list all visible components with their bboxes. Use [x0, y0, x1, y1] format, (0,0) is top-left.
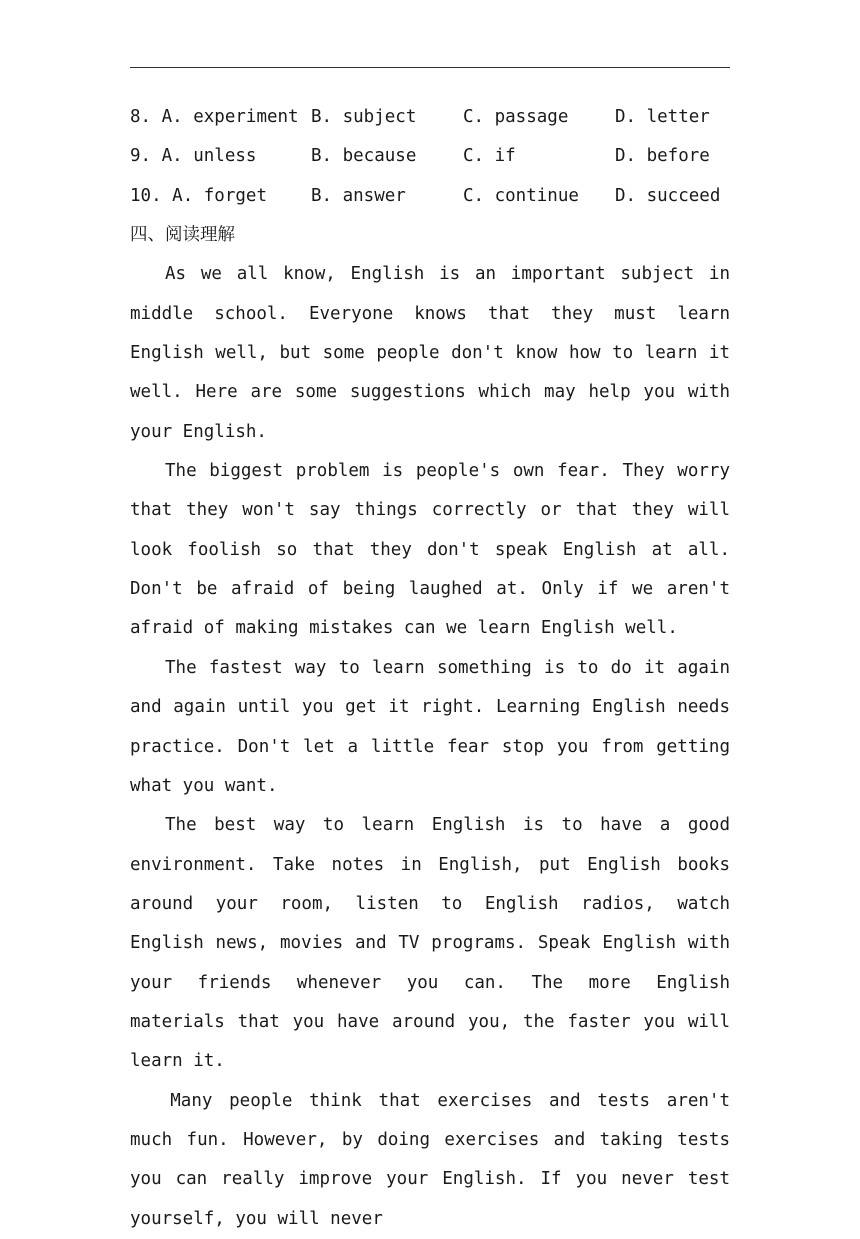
question-10-option-d: D. succeed [615, 185, 721, 206]
question-10-option-b: B. answer [311, 185, 406, 206]
question-9-option-d: D. before [615, 146, 710, 167]
question-row-8 [130, 98, 730, 137]
header-rule [130, 67, 730, 68]
question-10-option-a: 10. A. forget [130, 185, 267, 206]
question-9-option-b: B. because [311, 146, 417, 167]
question-number: 10. [130, 185, 162, 206]
question-8-option-b: B. subject [311, 107, 417, 127]
reading-paragraph: The biggest problem is people's own fear. They worry that they won't say things correctly or that they will look foolish so that they don't speak English at all. Don't be afraid of being laughed at. Only if we aren't afraid of making mistakes can we learn English well. [130, 461, 730, 639]
question-10-option-c: C. continue [463, 185, 579, 206]
question-9-option-c: C. if [463, 146, 516, 167]
document-content [130, 98, 730, 1239]
reading-paragraph: As we all know, English is an important subject in middle school. Everyone knows that they must learn English well, but some people don't know how to learn it well. Here are some suggestions which may help you with your English. [130, 264, 730, 442]
question-row-9 [130, 137, 730, 176]
section-heading: 四、阅读理解 [130, 225, 235, 246]
reading-paragraph: The fastest way to learn something is to do it again and again until you get it right. Learning English needs practice. Don't let a little fear stop you from getting what you want. [130, 657, 730, 796]
question-number: 8. [130, 107, 152, 127]
reading-paragraph: The best way to learn English is to have a good environment. Take notes in English, put English books around your room, listen to English radios, watch English news, movies and TV programs. Speak English with your friends whenever you can. The more English materials that you have around you, the faster you will learn it. [130, 815, 730, 1072]
question-8-option-a: 8. A. experiment [130, 107, 299, 127]
question-8-option-d: D. letter [615, 107, 710, 127]
question-8-option-c: C. passage [463, 107, 569, 127]
question-row-10 [130, 177, 730, 216]
question-number: 9. [130, 146, 152, 167]
question-9-option-a: 9. A. unless [130, 146, 257, 167]
reading-paragraph: Many people think that exercises and tests aren't much fun. However, by doing exercises and taking tests you can really improve your English. If you never test yourself, you will never [130, 1090, 730, 1229]
